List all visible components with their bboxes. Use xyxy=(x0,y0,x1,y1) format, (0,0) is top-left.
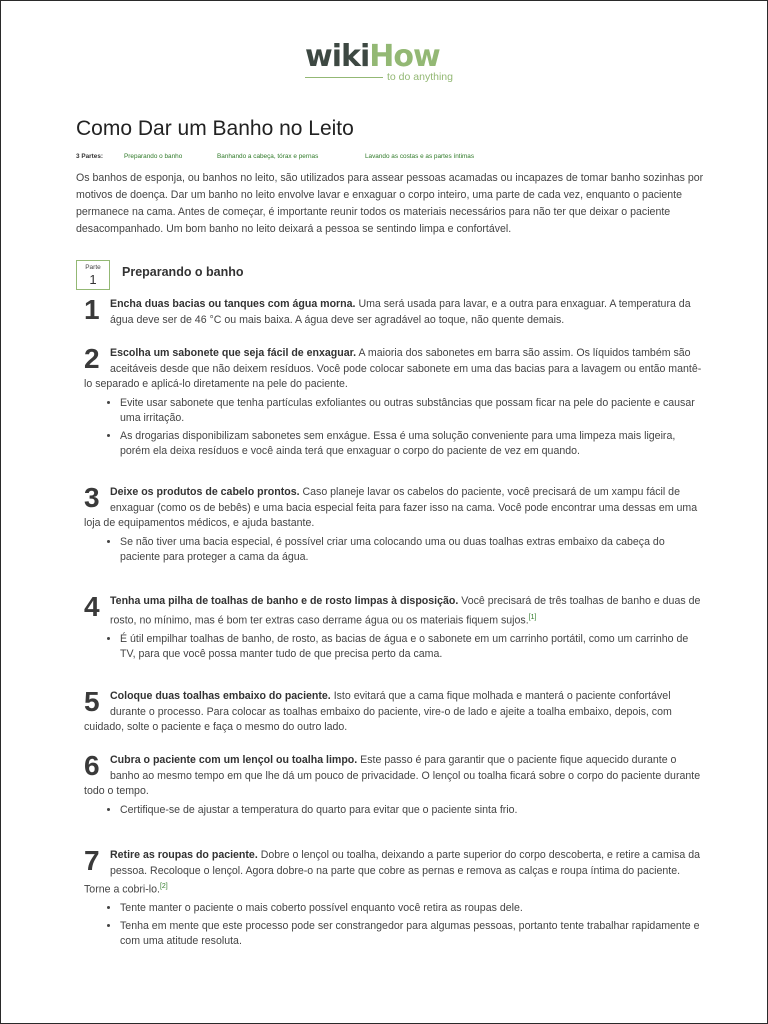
step-bullet: • Tente manter o paciente o mais coberto possível enquanto você retira as roupas dele. xyxy=(120,901,704,917)
step-bullet: • É útil empilhar toalhas de banho, de rosto, as bacias de água e o sabonete em um carrinho portátil, como um carrinho de TV, para que você possa manter tudo de que precisa perto da cama. xyxy=(120,632,704,663)
step-number: 5 xyxy=(84,686,100,717)
step-3 xyxy=(84,482,704,568)
step-text: Você precisará de três toalhas de banho e duas de rosto, no mínimo, mas é bom ter extras caso derrame água ou os materiais fiquem sujos. xyxy=(110,595,701,627)
step-5 xyxy=(84,686,704,736)
step-4 xyxy=(84,591,704,665)
logo-wordmark xyxy=(305,39,470,74)
wikihow-logo[interactable] xyxy=(305,39,470,83)
step-bullet: • Tenha em mente que este processo pode ser constrangedor para algumas pessoas, portanto tente trabalhar rapidamente e com uma atitude resoluta. xyxy=(120,919,704,950)
parts-label: 3 Partes: xyxy=(76,153,103,160)
step-bullet: • As drogarias disponibilizam sabonetes sem enxágue. Essa é uma solução conveniente para uma limpeza mais ligeira, porém ela deixa resíduos e você ainda terá que enxaguar o corpo do paciente de vez em quando. xyxy=(120,429,704,460)
step-text: Este passo é para garantir que o paciente fique aquecido durante o banho ao mesmo tempo em que lhe dá um pouco de privacidade. O lençol ou toalha ficará sobre o corpo do paciente durante todo o tempo. xyxy=(84,754,701,797)
step-number: 3 xyxy=(84,482,100,513)
part-link-2[interactable]: Banhando a cabeça, tórax e pernas xyxy=(217,153,319,160)
step-lead: Deixe os produtos de cabelo prontos. xyxy=(110,486,300,498)
reference-link[interactable]: [2] xyxy=(159,883,168,890)
step-text: Isto evitará que a cama fique molhada e manterá o paciente confortável durante o processo. Para colocar as toalhas embaixo do paciente, vire-o de lado e ajeite a toalha embaixo, depois, com cuidado, solte o paciente e faça o mesmo do outro lado. xyxy=(84,690,672,733)
part-link-1[interactable]: Preparando o banho xyxy=(124,153,183,160)
step-bullet: • Certifique-se de ajustar a temperatura do quarto para evitar que o paciente sinta frio. xyxy=(120,803,704,819)
step-number: 4 xyxy=(84,591,100,622)
reference-link[interactable]: [1] xyxy=(528,613,537,621)
step-lead: Tenha uma pilha de toalhas de banho e de rosto limpas à disposição. xyxy=(110,595,459,607)
part-title: Preparando o banho xyxy=(122,265,244,279)
logo-how: How xyxy=(369,39,440,74)
step-text: A maioria dos sabonetes em barra são assim. Os líquidos também são aceitáveis desde que não deixem resíduos. Você pode colocar sabonete em uma das bacias para a lavagem ou então mantê-lo separado e aplicá-lo diretamente na pele do paciente. xyxy=(84,347,702,390)
part-link-3[interactable]: Lavando as costas e as partes íntimas xyxy=(365,153,475,160)
part-badge-label: Parte xyxy=(85,264,101,271)
step-lead: Coloque duas toalhas embaixo do paciente. xyxy=(110,690,331,702)
part-badge xyxy=(76,260,110,290)
step-number: 7 xyxy=(84,845,100,876)
step-6 xyxy=(84,750,704,820)
step-lead: Retire as roupas do paciente. xyxy=(110,849,258,861)
article-title: Como Dar um Banho no Leito xyxy=(76,117,354,140)
step-number: 6 xyxy=(84,750,100,781)
step-text: Dobre o lençol ou toalha, deixando a parte superior do corpo descoberta, e retire a camisa da pessoa. Recoloque o lençol. Agora dobre-o na parte que cobre as pernas e remova as calças e roupa íntima do paciente. Torne a cobri-lo. xyxy=(84,849,701,896)
step-lead: Cubra o paciente com um lençol ou toalha limpo. xyxy=(110,754,358,766)
step-2 xyxy=(84,343,704,462)
step-number: 1 xyxy=(84,294,100,325)
article-intro: Os banhos de esponja, ou banhos no leito, são utilizados para assear pessoas acamadas ou incapazes de tomar banho sozinhas por motivos de doença. Dar um banho no leito envolve lavar e enxaguar o corpo inteiro, uma parte de cada vez, enquanto o paciente permanece na cama. Antes de começar, é importante reunir todos os materiais necessários para não ter que deixar o paciente desacompanhado. Um bom banho no leito deixará a pessoa se sentindo limpa e confortável. xyxy=(76,172,704,235)
step-lead: Escolha um sabonete que seja fácil de enxaguar. xyxy=(110,347,357,359)
step-bullet: • Evite usar sabonete que tenha partículas exfoliantes ou outras substâncias que possam ficar na pele do paciente e causar uma irritação. xyxy=(120,396,704,427)
step-lead: Encha duas bacias ou tanques com água morna. xyxy=(110,298,356,310)
logo-tagline: to do anything xyxy=(387,71,453,83)
step-text: Caso planeje lavar os cabelos do paciente, você precisará de um xampu fácil de enxaguar (como os de bebês) e uma bacia especial feita para fazer isso na cama. Você pode encontrar uma dessas em uma loja de equipamentos médicos, e ajuda bastante. xyxy=(84,486,698,529)
part-badge-number: 1 xyxy=(89,272,97,287)
step-bullet: • Se não tiver uma bacia especial, é possível criar uma colocando uma ou duas toalhas extras embaixo da cabeça do paciente para proteger a cama da água. xyxy=(120,535,704,566)
logo-wiki: wiki xyxy=(305,39,370,74)
step-number: 2 xyxy=(84,343,100,374)
logo-rule xyxy=(305,77,383,78)
step-text: Uma será usada para lavar, e a outra para enxaguar. A temperatura da água deve ser de 46 °C ou mais baixa. A água deve ser agradável ao toque, não quente demais. xyxy=(110,298,691,326)
step-7 xyxy=(84,845,704,952)
step-1 xyxy=(84,294,704,328)
